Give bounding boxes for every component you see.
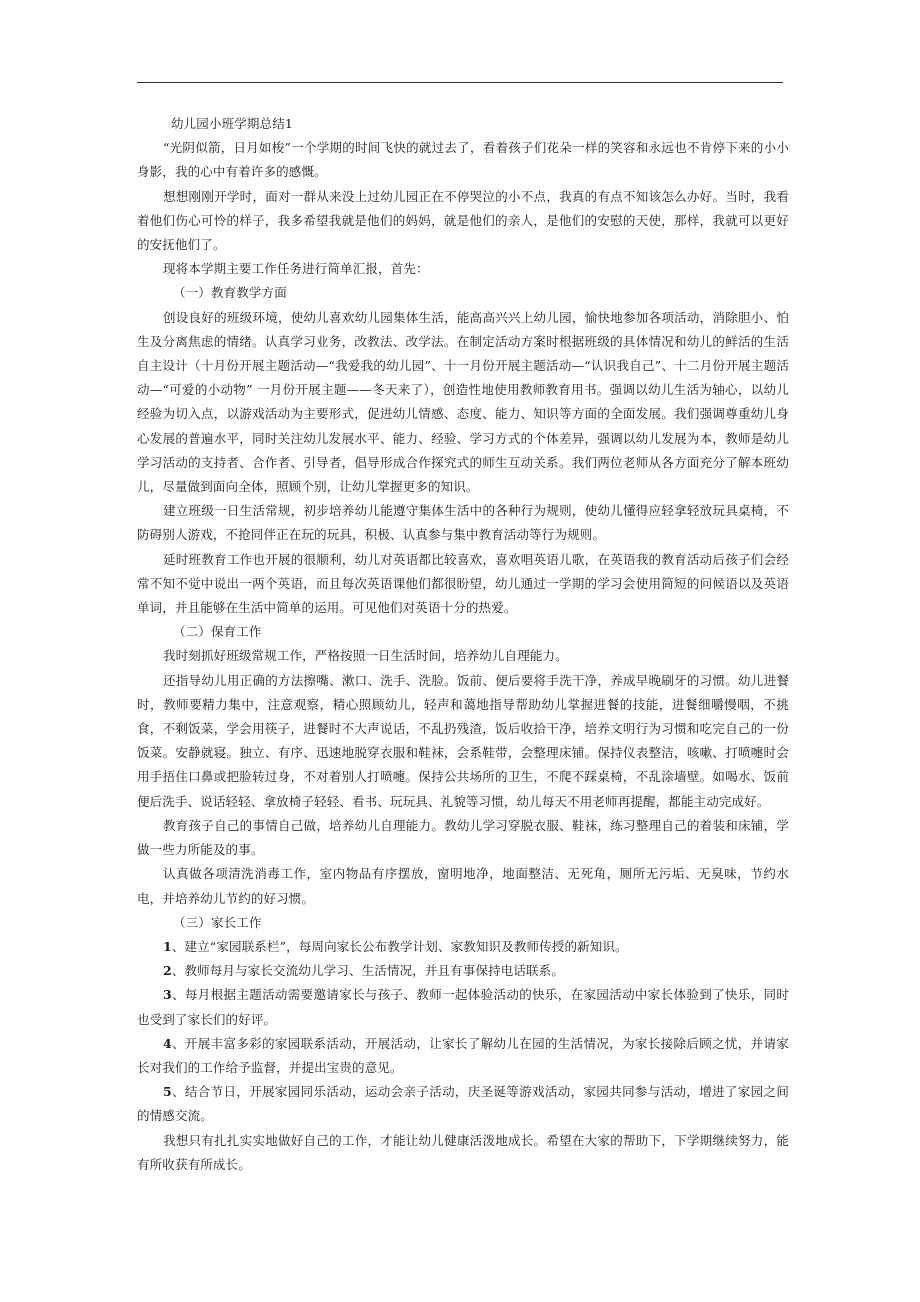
list-item-text: 、教师每月与家长交流幼儿学习、生活情况，并且有事保持电话联系。 (171, 963, 565, 979)
list-item-number: 3 (163, 987, 172, 1003)
list-item-number: 2 (163, 963, 172, 979)
paragraph-start: 想想刚刚开学时，面对一群从来没上过幼儿园正在不停哭泣的小不点，我真的有点不知该怎么办好。当时，我看着他们伤心可怜的样子，我多希望我就是他们的妈妈，就是他们的亲人，是他们的安慰的天使，那样，我就可以更好的安抚他们了。 (137, 188, 789, 253)
list-item-text: 、开展丰富多彩的家园联系活动，开展活动，让家长了解幼儿在园的生活情况，为家长接除后顾之忧，并请家长对我们的工作给予监督，并提出宝贵的意见。 (137, 1035, 789, 1075)
list-item-text: 、结合节日，开展家园同乐活动，运动会亲子活动，庆圣诞等游戏活动，家园共同参与活动，增进了家园之间的情感交流。 (137, 1084, 789, 1124)
list-item-number: 1 (163, 938, 172, 954)
document-title: 幼儿园小班学期总结1 (171, 116, 293, 131)
list-item (137, 983, 789, 1031)
list-item (137, 1032, 789, 1080)
section-heading-education: （一）教育教学方面 (173, 285, 287, 301)
header-rule (137, 82, 783, 83)
paragraph-care-3: 教育孩子自己的事情自己做，培养幼儿自理能力。教幼儿学习穿脱衣服、鞋袜，练习整理自己的着装和床铺，学做一些力所能及的事。 (137, 817, 789, 858)
paragraph-report: 现将本学期主要工作任务进行简单汇报，首先： (163, 261, 429, 277)
paragraph-education-2: 建立班级一日生活常规，初步培养幼儿能遵守集体生活中的各种行为规则，使幼儿懂得应轻拿轻放玩具桌椅，不防碍别人游戏，不抢同伴正在玩的玩具，积极、认真参与集中教育活动等行为规则。 (137, 503, 789, 543)
paragraph-care-1: 我时刻抓好班级常规工作，严格按照一日生活时间，培养幼儿自理能力。 (163, 648, 568, 664)
list-item-number: 5 (163, 1084, 172, 1100)
list-item (137, 1080, 789, 1128)
paragraph-intro: “光阴似箭，日月如梭”一个学期的时间飞快的就过去了，看着孩子们花朵一样的笑容和永远也不肯停下来的小小身影，我的心中有着许多的感慨。 (137, 140, 789, 180)
section-heading-parents: （三）家长工作 (173, 914, 262, 930)
list-item-number: 4 (163, 1035, 172, 1051)
list-item (137, 959, 789, 983)
paragraph-education-1: 创设良好的班级环境，使幼儿喜欢幼儿园集体生活，能高高兴兴上幼儿园，愉快地参加各项活动，消除胆小、怕生及分离焦虑的情绪。认真学习业务，改教法、改学法。在制定活动方案时根据班级的具体情况和幼儿的鲜活的生活自主设计（十月份开展主题活动—“我爱我的幼儿园”、十一月份开展主题活动—“认识我自己”、十二月份开展主题活动—“可爱的小动物” 一月份开展主题——冬天来了），创造性地使用教师教育用书。强调以幼儿生活为轴心，以幼儿经验为切入点，以游戏活动为主要形式，促进幼儿情感、态度、能力、知识等方面的全面发展。我们强调尊重幼儿身心发展的普遍水平，同时关注幼儿发展水平、能力、经验、学习方式的个体差异，强调以幼儿发展为本，教师是幼儿学习活动的支持者、合作者、引导者，倡导形成合作探究式的师生互动关系。我们两位老师从各方面充分了解本班幼儿，尽量做到面向全体，照顾个别，让幼儿掌握更多的知识。 (137, 309, 789, 495)
document-body (137, 112, 789, 1177)
paragraph-closing: 我想只有扎扎实实地做好自己的工作，才能让幼儿健康活泼地成长。希望在大家的帮助下，下学期继续努力，能有所收获有所成长。 (137, 1132, 789, 1172)
paragraph-care-4: 认真做各项清洗消毒工作，室内物品有序摆放，窗明地净，地面整洁、无死角，厕所无污垢、无臭味，节约水电，并培养幼儿节约的好习惯。 (137, 866, 789, 906)
list-item-text: 、建立“家园联系栏”，每周向家长公布教学计划、家教知识及教师传授的新知识。 (171, 938, 628, 954)
paragraph-education-3: 延时班教育工作也开展的很顺利，幼儿对英语都比较喜欢，喜欢唱英语儿歌，在英语我的教育活动后孩子们会经常不知不觉中说出一两个英语，而且每次英语课他们都很盼望，幼儿通过一学期的学习会使用简短的问候语以及英语单词，并且能够在生活中简单的运用。可见他们对英语十分的热爱。 (137, 551, 789, 616)
list-item-text: 、每月根据主题活动需要邀请家长与孩子、教师一起体验活动的快乐，在家园活动中家长体验到了快乐，同时也受到了家长们的好评。 (137, 987, 789, 1027)
list-item (137, 935, 789, 959)
paragraph-care-2: 还指导幼儿用正确的方法擦嘴、漱口、洗手、洗脸。饭前、便后要将手洗干净，养成早晚刷牙的习惯。幼儿进餐时，教师要精力集中，注意观察，精心照顾幼儿，轻声和蔼地指导帮助幼儿掌握进餐的技能，进餐细嚼慢咽，不挑食，不剩饭菜，学会用筷子，进餐时不大声说话，不乱扔残渣，饭后收拾干净，培养文明行为习惯和吃完自己的一份饭菜。安静就寝。独立、有序、迅速地脱穿衣服和鞋袜，会系鞋带，会整理床铺。保持仪表整洁，咳嗽、打喷嚏时会用手捂住口鼻或把脸转过身，不对着别人打喷嚏。保持公共场所的卫生，不爬不踩桌椅，不乱涂墙壁。如喝水、饭前便后洗手、说话轻轻、拿放椅子轻轻、看书、玩玩具、礼貌等习惯，幼儿每天不用老师再提醒，都能主动完成好。 (137, 672, 789, 809)
section-heading-care: （二）保育工作 (173, 624, 262, 640)
